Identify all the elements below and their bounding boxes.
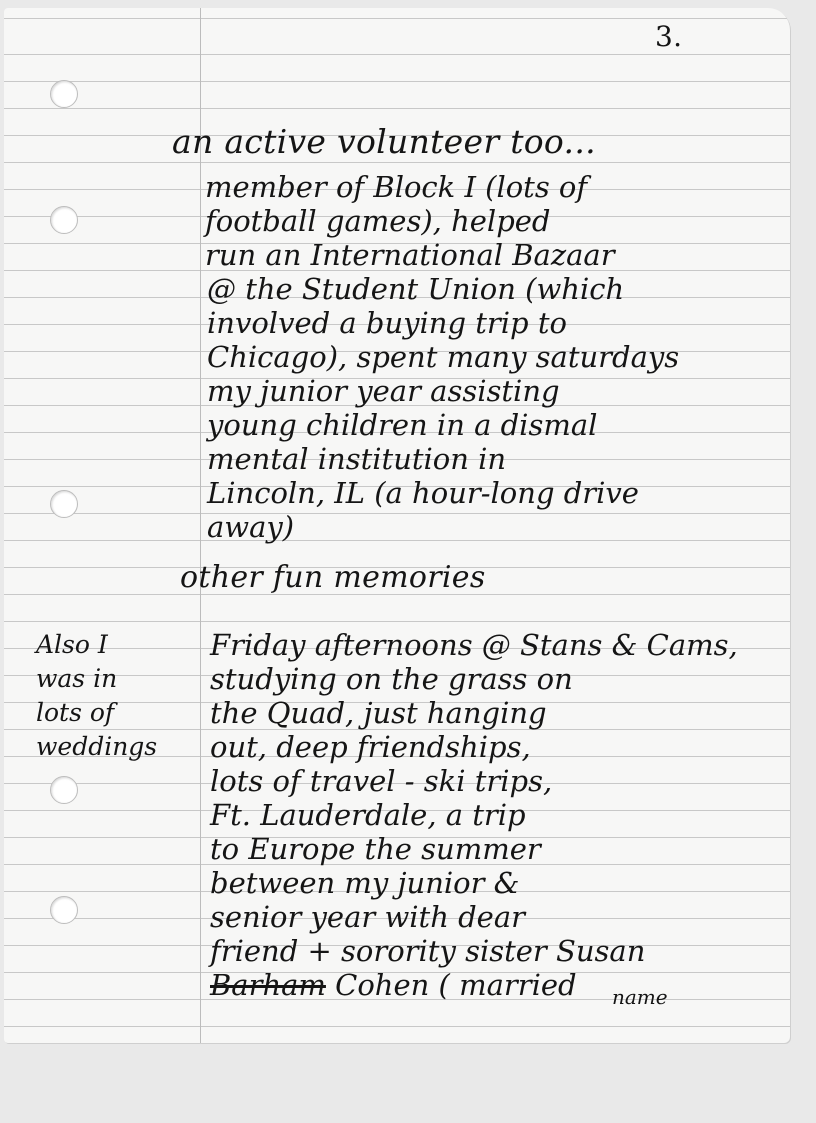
volunteer-paragraph bbox=[205, 170, 679, 544]
volunteer-heading: an active volunteer too... bbox=[172, 122, 596, 161]
name-caption: name bbox=[612, 985, 668, 1009]
text-line: studying on the grass on bbox=[210, 662, 573, 696]
margin-note bbox=[36, 628, 157, 764]
binder-hole-4 bbox=[50, 776, 78, 804]
text-line: Lincoln, IL (a hour-long drive bbox=[207, 476, 639, 510]
text-line: run an International Bazaar bbox=[205, 238, 615, 272]
binder-hole-1 bbox=[50, 80, 78, 108]
binder-hole-5 bbox=[50, 896, 78, 924]
text-line: mental institution in bbox=[207, 442, 507, 476]
struck-word: Barham bbox=[210, 968, 326, 1002]
text-line: senior year with dear bbox=[210, 900, 525, 934]
text-line-fragment: Cohen ( married bbox=[335, 968, 577, 1002]
binder-hole-3 bbox=[50, 490, 78, 518]
binder-hole-2 bbox=[50, 206, 78, 234]
memories-paragraph bbox=[210, 628, 738, 1002]
margin-note-line: lots of bbox=[36, 698, 115, 727]
text-line: out, deep friendships, bbox=[210, 730, 531, 764]
page-number: 3. bbox=[655, 20, 683, 53]
text-line: my junior year assisting bbox=[207, 374, 560, 408]
memories-heading: other fun memories bbox=[180, 560, 486, 595]
text-line: the Quad, just hanging bbox=[210, 696, 547, 730]
text-line: Ft. Lauderdale, a trip bbox=[210, 798, 526, 832]
text-line: Chicago), spent many saturdays bbox=[207, 340, 680, 374]
text-line: to Europe the summer bbox=[210, 832, 541, 866]
text-line: between my junior & bbox=[210, 866, 520, 900]
margin-note-line: Also I bbox=[36, 630, 108, 659]
text-line: young children in a dismal bbox=[207, 408, 598, 442]
text-line: @ the Student Union (which bbox=[207, 272, 625, 306]
text-line: involved a buying trip to bbox=[207, 306, 567, 340]
text-line: lots of travel - ski trips, bbox=[210, 764, 553, 798]
text-line: friend + sorority sister Susan bbox=[210, 934, 646, 968]
margin-note-line: was in bbox=[36, 664, 118, 693]
text-line: away) bbox=[207, 510, 295, 544]
text-line: Friday afternoons @ Stans & Cams, bbox=[210, 628, 738, 662]
text-line: member of Block I (lots of bbox=[205, 170, 588, 204]
margin-note-line: weddings bbox=[36, 732, 158, 761]
text-line: football games), helped bbox=[205, 204, 551, 238]
